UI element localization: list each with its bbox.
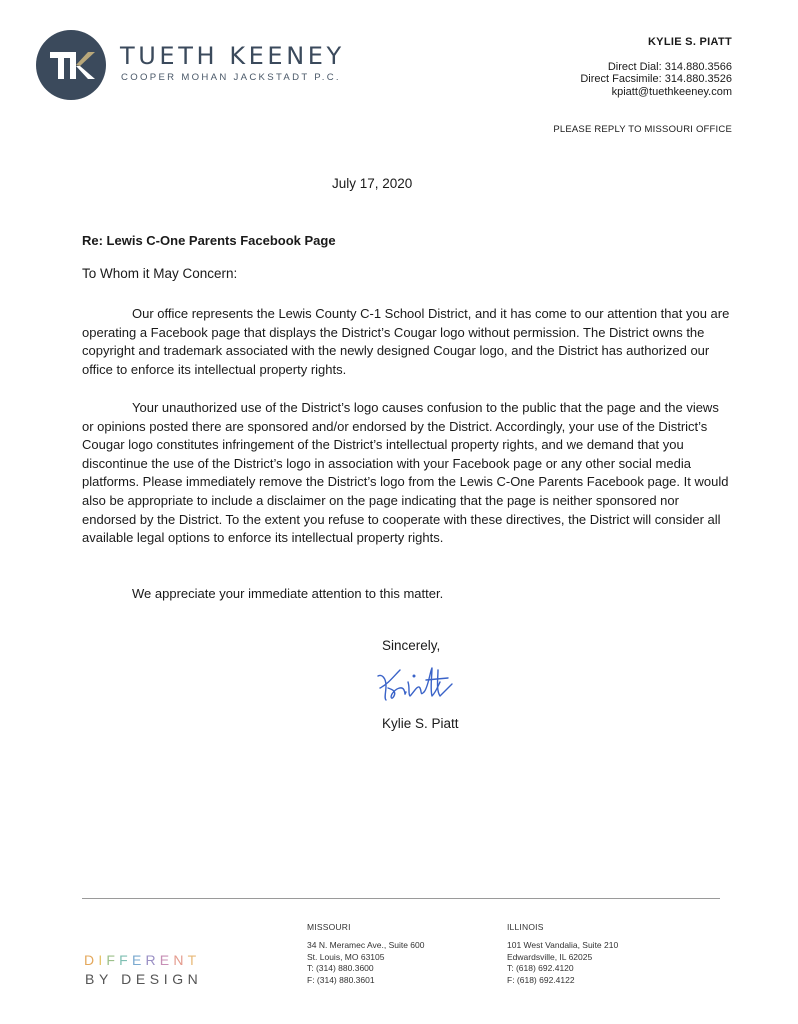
tagline-letter: N: [173, 952, 188, 968]
signer-name: Kylie S. Piatt: [382, 716, 459, 731]
office-address-missouri: [307, 940, 425, 986]
body-paragraph: Your unauthorized use of the District’s logo causes confusion to the public that the page and the views or opinions posted there are sponsored and/or endorsed by the District. Accordingly, your use of the District’s Cougar logo constitutes infringement of the District’s intellectual property rights, and we demand that you discontinue the use of the District’s logo in association with your Facebook page or any other social media platforms. Please immediately remove the District’s logo from the Lewis C-One Parents Facebook page. It would also be appropriate to include a disclaimer on the page indicating that the page is neither sponsored nor endorsed by the District. To the extent you refuse to cooperate with these directives, the District will consider all available legal options to enforce its intellectual property rights.: [82, 400, 729, 546]
author-contact-block: [580, 36, 732, 98]
tagline-letter: E: [159, 952, 174, 968]
tagline-by-design: BY DESIGN: [85, 971, 203, 987]
phone-line: T: (314) 880.3600: [307, 963, 374, 973]
office-address-illinois: [507, 940, 618, 986]
fax-line: F: (618) 692.4122: [507, 974, 575, 985]
direct-fax: Direct Facsimile: 314.880.3526: [580, 73, 732, 85]
reply-note: PLEASE REPLY TO MISSOURI OFFICE: [553, 124, 732, 135]
tagline-different: [84, 952, 200, 968]
author-email: kpiatt@tuethkeeney.com: [611, 85, 732, 98]
address-line: 101 West Vandalia, Suite 210: [507, 940, 619, 950]
address-line: St. Louis, MO 63105: [307, 951, 385, 962]
letter-date: July 17, 2020: [332, 176, 413, 191]
tagline-letter: T: [187, 952, 201, 968]
office-label-missouri: MISSOURI: [307, 922, 351, 932]
salutation: To Whom it May Concern:: [82, 266, 238, 281]
subject-line: Re: Lewis C-One Parents Facebook Page: [82, 233, 336, 248]
tagline-letter: E: [131, 952, 146, 968]
handwritten-signature: [374, 662, 458, 706]
office-label-illinois: ILLINOIS: [507, 922, 544, 932]
body-paragraph: Our office represents the Lewis County C-1 School District, and it has come to our attention that you are operating a Facebook page that displays the District’s Cougar logo without permission. The District owns the copyright and trademark associated with the newly designed Cougar logo, and the District has authorized our office to enforce its intellectual property rights.: [82, 306, 730, 377]
closing: Sincerely,: [382, 638, 441, 653]
address-line: Edwardsville, IL 62025: [507, 951, 593, 962]
author-name: KYLIE S. PIATT: [647, 36, 732, 48]
tagline-letter: D: [84, 952, 99, 968]
phone-line: T: (618) 692.4120: [507, 963, 574, 973]
address-line: 34 N. Meramec Ave., Suite 600: [307, 940, 425, 950]
fax-line: F: (314) 880.3601: [307, 974, 375, 985]
footer-divider: [82, 898, 720, 899]
body-paragraph: We appreciate your immediate attention to this matter.: [132, 586, 444, 601]
tagline-letter: R: [145, 952, 160, 968]
firm-logo: [36, 30, 106, 100]
tagline-letter: I: [98, 952, 107, 968]
direct-dial: Direct Dial: 314.880.3566: [607, 60, 732, 73]
firm-subtitle: COOPER MOHAN JACKSTADT P.C.: [121, 72, 341, 83]
tagline-letter: F: [119, 952, 132, 968]
tagline-letter: F: [106, 952, 120, 968]
firm-name: TUETH KEENEY: [120, 42, 345, 70]
